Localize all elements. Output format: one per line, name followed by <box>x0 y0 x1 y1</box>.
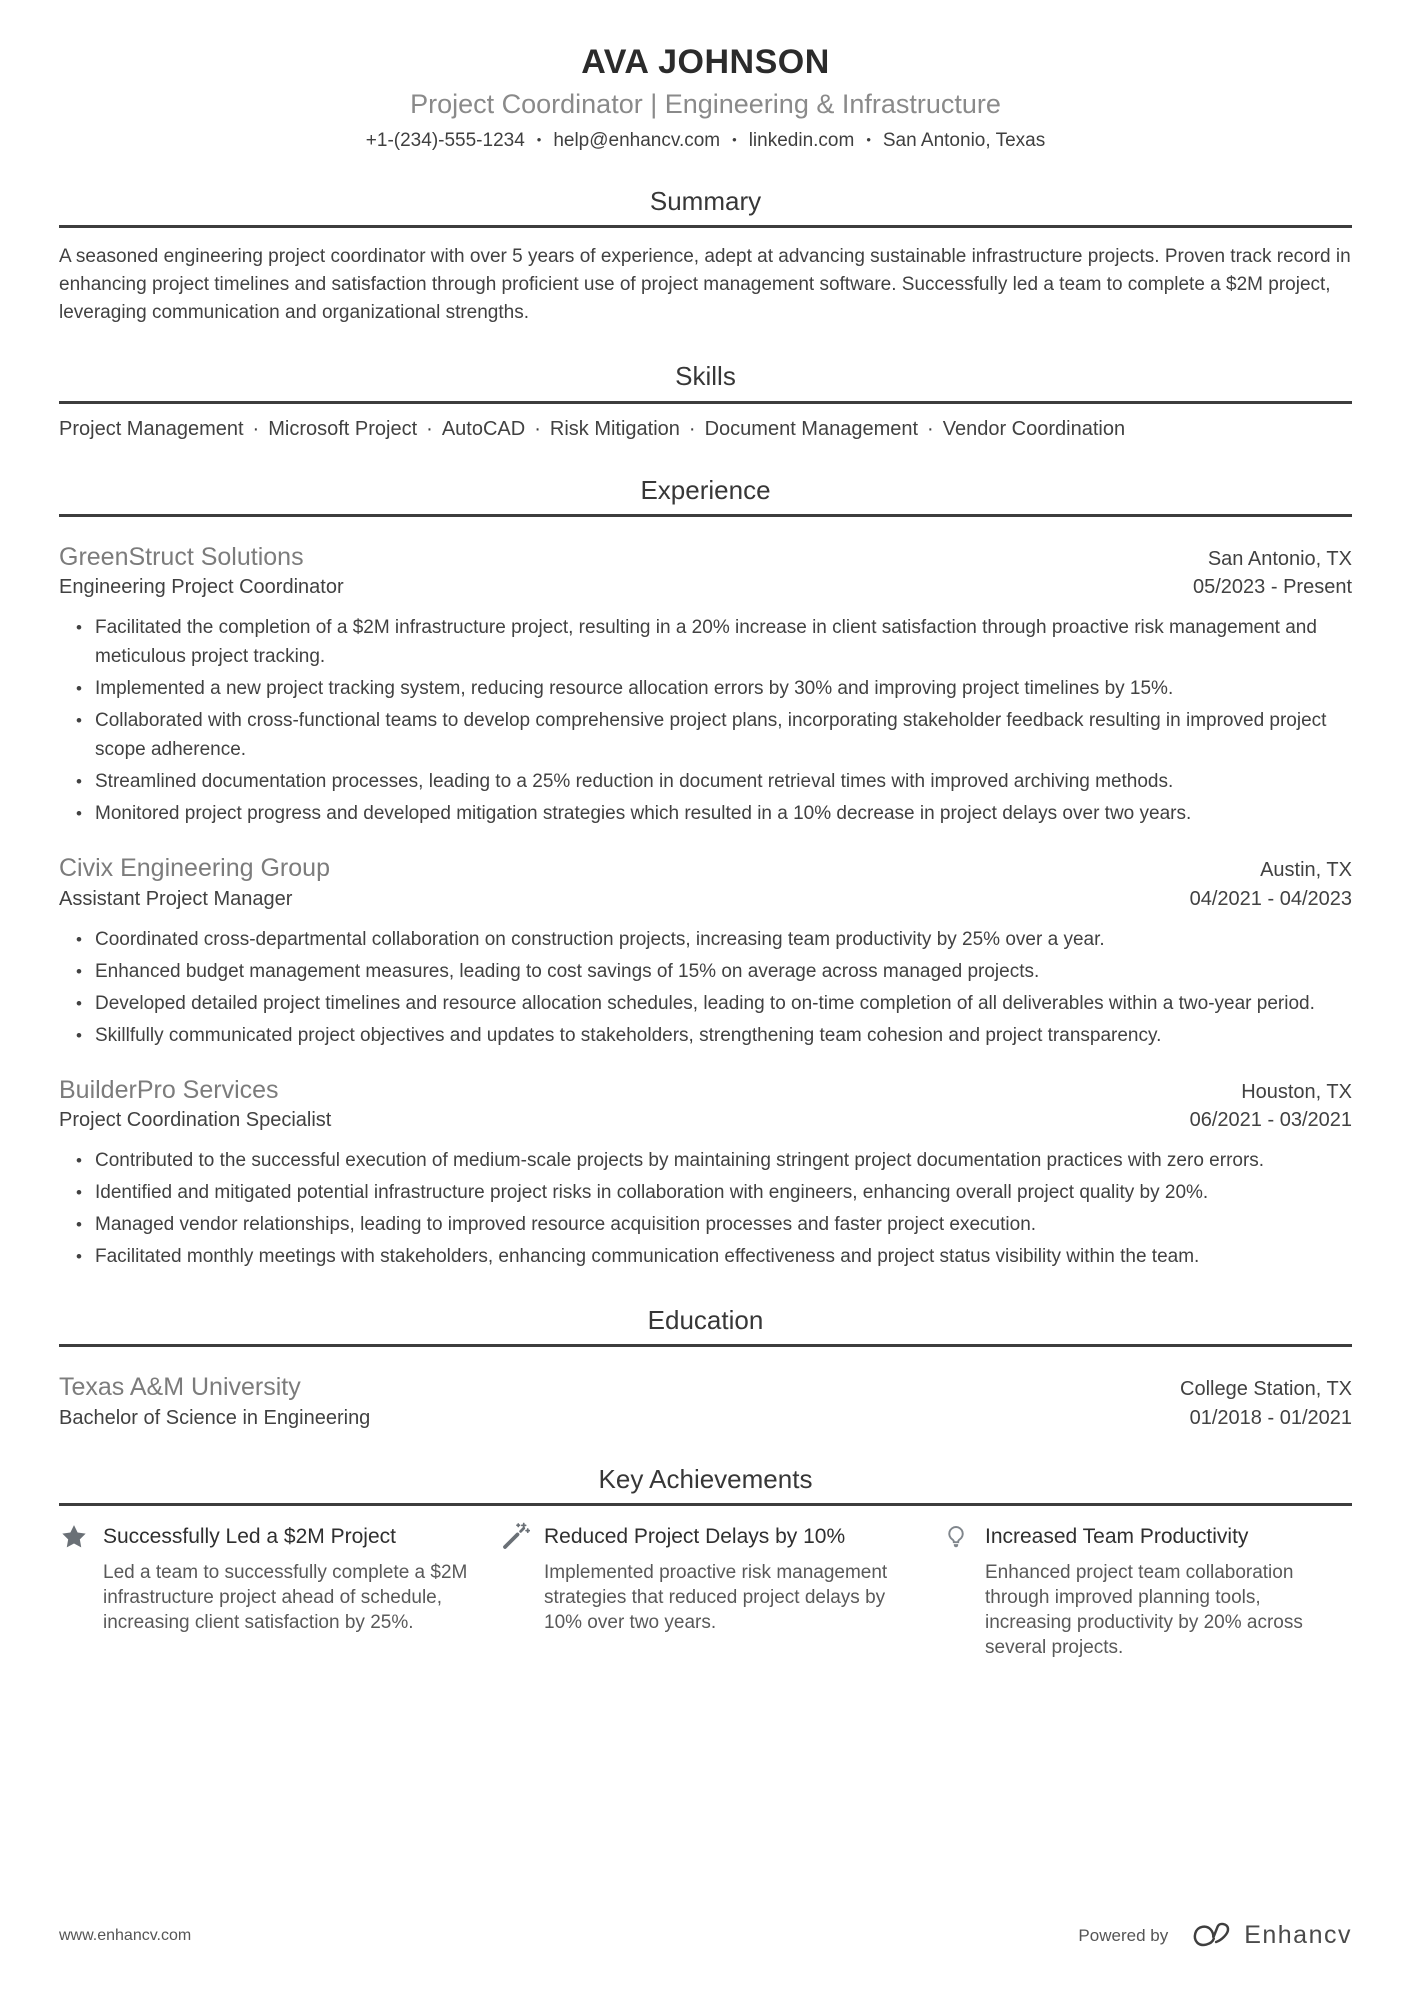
company-location: Houston, TX <box>1241 1080 1352 1103</box>
job-dates: 05/2023 - Present <box>1193 576 1352 599</box>
section-divider <box>59 401 1352 404</box>
achievement-title: Increased Team Productivity <box>985 1525 1249 1549</box>
achievements-heading: Key Achievements <box>598 1463 813 1494</box>
bullet-item: • Streamlined documentation processes, leading to a 25% reduction in document retrieval times with improved archiving methods. <box>95 767 1352 796</box>
job-role: Project Coordination Specialist <box>59 1109 332 1132</box>
summary-heading: Summary <box>649 186 762 217</box>
enhancv-brand <box>1184 1914 1352 1957</box>
page-footer <box>59 1914 1352 1957</box>
skill-item: · AutoCAD <box>417 418 525 440</box>
section-education <box>59 1305 1352 1430</box>
section-key-achievements <box>59 1464 1352 1660</box>
magic-wand-icon <box>500 1522 530 1552</box>
bullet-item: • Identified and mitigated potential infrastructure project risks in collaboration with engineers, enhancing overall project quality by 20%. <box>95 1178 1352 1207</box>
education-dates: 01/2018 - 01/2021 <box>1189 1406 1352 1429</box>
section-skills <box>59 361 1352 440</box>
achievements-grid <box>59 1522 1352 1660</box>
bullet-item: • Managed vendor relationships, leading to improved resource acquisition processes and faster project execution. <box>95 1210 1352 1239</box>
bullet-item: • Developed detailed project timelines and resource allocation schedules, leading to on-time completion of all deliverables within a two-year period. <box>95 989 1352 1018</box>
bullet-item: • Collaborated with cross-functional teams to develop comprehensive project plans, incorporating stakeholder feedback resulting in improved project scope adherence. <box>95 706 1352 764</box>
enhancv-logo-icon <box>1184 1914 1234 1957</box>
experience-entry <box>59 1076 1352 1272</box>
powered-by-label: Powered by <box>1078 1925 1169 1945</box>
company-name: BuilderPro Services <box>59 1075 279 1104</box>
education-entry <box>59 1373 1352 1430</box>
candidate-name: AVA JOHNSON <box>581 43 830 81</box>
experience-bullets <box>59 925 1352 1050</box>
brand-name: Enhancv <box>1244 1921 1352 1949</box>
job-dates: 06/2021 - 03/2021 <box>1189 1109 1352 1132</box>
experience-bullets <box>59 613 1352 828</box>
achievement-title: Reduced Project Delays by 10% <box>544 1525 846 1549</box>
experience-entry <box>59 543 1352 829</box>
lightbulb-icon <box>941 1522 971 1552</box>
bullet-item: • Facilitated monthly meetings with stakeholders, enhancing communication effectiveness and project status visibility within the team. <box>95 1242 1352 1271</box>
job-role: Engineering Project Coordinator <box>59 576 344 599</box>
school-name: Texas A&M University <box>59 1373 301 1402</box>
bullet-item: • Contributed to the successful execution of medium-scale projects by maintaining stringent project documentation practices with zero errors. <box>95 1146 1352 1175</box>
skills-list <box>59 418 1352 441</box>
candidate-headline: Project Coordinator | Engineering & Infrastructure <box>410 88 1001 119</box>
bullet-item: • Coordinated cross-departmental collaboration on construction projects, increasing team productivity by 25% over a year. <box>95 925 1352 954</box>
bullet-item: • Facilitated the completion of a $2M infrastructure project, resulting in a 20% increase in client satisfaction through proactive risk management and meticulous project tracking. <box>95 613 1352 671</box>
skill-item: · Risk Mitigation <box>525 418 680 440</box>
section-divider <box>59 225 1352 228</box>
contact-location: • San Antonio, Texas <box>854 130 1045 151</box>
achievement-card <box>941 1522 1352 1660</box>
company-name: GreenStruct Solutions <box>59 542 304 571</box>
bullet-item: • Skillfully communicated project objectives and updates to stakeholders, strengthening team cohesion and project transparency. <box>95 1021 1352 1050</box>
skill-item: · Document Management <box>680 418 918 440</box>
school-location: College Station, TX <box>1180 1378 1352 1401</box>
bullet-item: • Enhanced budget management measures, leading to cost savings of 15% on average across managed projects. <box>95 957 1352 986</box>
degree-name: Bachelor of Science in Engineering <box>59 1406 371 1429</box>
achievement-description: Enhanced project team collaboration through improved planning tools, increasing productivity by 20% across several projects. <box>985 1562 1303 1659</box>
section-experience <box>59 475 1352 1272</box>
achievement-description: Led a team to successfully complete a $2M infrastructure project ahead of schedule, increasing client satisfaction by 25%. <box>103 1562 468 1634</box>
job-dates: 04/2021 - 04/2023 <box>1189 887 1352 910</box>
company-location: Austin, TX <box>1260 859 1352 882</box>
section-divider <box>59 1503 1352 1506</box>
section-summary <box>59 186 1352 327</box>
bullet-item: • Monitored project progress and developed mitigation strategies which resulted in a 10% decrease in project delays over two years. <box>95 799 1352 828</box>
summary-text: A seasoned engineering project coordinator with over 5 years of experience, adept at advancing sustainable infrastructure projects. Proven track record in enhancing project timelines and satisfaction through proficient use of project management software. Successfully led a team to complete a $2M project, leveraging communication and organizational strengths. <box>59 246 1351 324</box>
contact-linkedin[interactable]: • linkedin.com <box>720 130 854 151</box>
bullet-item: • Implemented a new project tracking system, reducing resource allocation errors by 30% and improving project timelines by 15%. <box>95 674 1352 703</box>
contact-phone: +1-(234)-555-1234 <box>365 130 525 152</box>
skill-item: · Vendor Coordination <box>918 418 1125 440</box>
education-heading: Education <box>647 1305 764 1336</box>
achievement-card <box>500 1522 911 1660</box>
powered-by-group <box>1078 1914 1352 1957</box>
contact-email[interactable]: • help@enhancv.com <box>525 130 720 151</box>
section-divider <box>59 1344 1352 1347</box>
company-location: San Antonio, TX <box>1207 547 1352 570</box>
footer-website-link[interactable]: www.enhancv.com <box>59 1926 192 1944</box>
skill-item: · Microsoft Project <box>244 418 418 440</box>
contact-line <box>59 130 1352 152</box>
experience-bullets <box>59 1146 1352 1271</box>
skill-item: Project Management <box>59 417 244 440</box>
resume-header <box>59 42 1352 152</box>
star-icon <box>59 1522 89 1552</box>
experience-heading: Experience <box>640 474 771 505</box>
job-role: Assistant Project Manager <box>59 887 293 910</box>
achievement-card <box>59 1522 470 1660</box>
experience-entry <box>59 854 1352 1050</box>
skills-heading: Skills <box>675 361 736 392</box>
company-name: Civix Engineering Group <box>59 854 330 883</box>
achievement-description: Implemented proactive risk management strategies that reduced project delays by 10% over two years. <box>544 1562 888 1634</box>
section-divider <box>59 514 1352 517</box>
achievement-title: Successfully Led a $2M Project <box>103 1525 396 1549</box>
